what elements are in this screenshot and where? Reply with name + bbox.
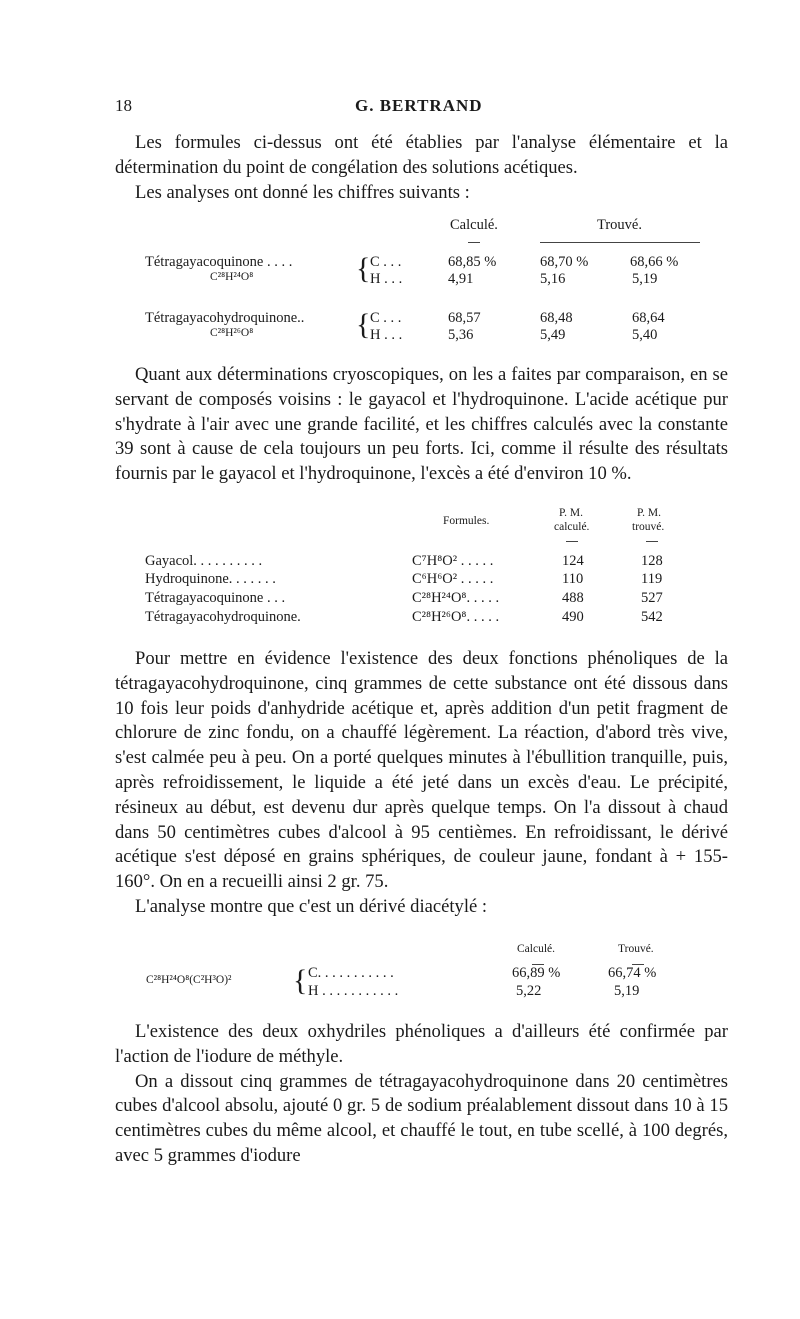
row-name: Gayacol. . . . . . . . . . <box>145 553 263 569</box>
row-formula: C⁷H⁸O² . . . . . <box>412 553 494 569</box>
row-name: Tétragayacohydroquinone. <box>145 609 301 625</box>
value-calc: 66,89 % <box>512 965 561 981</box>
value-pm-calc: 490 <box>562 609 584 625</box>
element-c: C. . . . . . . . . . . <box>308 965 394 981</box>
row-formula-tetragayacohydroquinone: C²⁸H²⁶O⁸ <box>210 327 254 339</box>
value-pm-trouve: 542 <box>641 609 663 625</box>
element-c: C . . . <box>370 310 402 326</box>
element-c: C . . . <box>370 254 402 270</box>
value-trouve-1: 68,70 % <box>540 254 589 270</box>
text-block-methylation <box>115 1020 728 1169</box>
row-name: Hydroquinone. . . . . . . <box>145 571 276 587</box>
value-calc: 68,85 % <box>448 254 497 270</box>
col-header-calcule: Calculé. <box>450 217 498 233</box>
brace: { <box>356 308 371 341</box>
paragraph-formulas-established: Les formules ci-dessus ont été établies par l'analyse élémentaire et la détermination du point de congélation des solutions acétiques. <box>115 132 728 178</box>
row-name-tetragayacohydroquinone: Tétragayacohydroquinone.. <box>145 310 305 326</box>
paragraph-oxhydriles: L'existence des deux oxhydriles phénoliques a d'ailleurs été confirmée par l'action de l'iodure de méthyle. <box>115 1021 728 1067</box>
text-block-phenolic <box>115 647 728 920</box>
element-h: H . . . . . . . . . . . <box>308 983 399 999</box>
derivative-formula: C²⁸H²⁴O⁸(C²H³O)² <box>146 974 232 986</box>
running-head-author: G. BERTRAND <box>355 96 483 115</box>
col-header-calcule: calculé. <box>554 521 590 533</box>
value-pm-trouve: 527 <box>641 590 663 606</box>
value-pm-trouve: 119 <box>641 571 663 587</box>
paragraph-diacetyl: L'analyse montre que c'est un dérivé diacétylé : <box>135 895 488 917</box>
row-formula: C²⁸H²⁶O⁸. . . . . <box>412 609 500 625</box>
paragraph-methylation: On a dissout cinq grammes de tétragayacohydroquinone dans 20 centimètres cubes d'alcool absolu, ajouté 0 gr. 5 de sodium préalablement dissout dans 10 à 15 centimètres cubes du même alcool, et chauffé le tout, en tube scellé, à 100 degrés, avec 5 grammes d'iodure <box>115 1070 728 1166</box>
value-trouve-1: 68,48 <box>540 310 573 326</box>
row-formula-tetragayacoquinone: C²⁸H²⁴O⁸ <box>210 271 254 283</box>
brace: { <box>356 252 371 285</box>
text-block-cryoscopy <box>115 363 728 487</box>
element-h: H . . . <box>370 327 403 343</box>
value-pm-calc: 488 <box>562 590 584 606</box>
col-header-trouve: Trouvé. <box>597 217 642 233</box>
paragraph-analyses-intro: Les analyses ont donné les chiffres suivants : <box>135 181 470 203</box>
element-h: H . . . <box>370 271 403 287</box>
page-number: 18 <box>115 96 132 115</box>
row-formula: C⁶H⁶O² . . . . . <box>412 571 494 587</box>
value-trouve-2: 5,19 <box>632 271 658 287</box>
value-calc: 4,91 <box>448 271 474 287</box>
value-trouve-2: 5,40 <box>632 327 658 343</box>
value-pm-calc: 110 <box>562 571 584 587</box>
text-block-intro <box>115 131 728 205</box>
value-trouve: 5,19 <box>614 983 640 999</box>
value-trouve: 66,74 % <box>608 965 657 981</box>
value-trouve-2: 68,66 % <box>630 254 679 270</box>
value-trouve-2: 68,64 <box>632 310 665 326</box>
col-header-calcule: Calculé. <box>517 943 555 955</box>
col-header-trouve: Trouvé. <box>618 943 654 955</box>
brace: { <box>293 964 308 997</box>
value-calc: 5,22 <box>516 983 542 999</box>
value-calc: 68,57 <box>448 310 481 326</box>
value-trouve-1: 5,16 <box>540 271 566 287</box>
paragraph-phenolic-functions: Pour mettre en évidence l'existence des deux fonctions phénoliques de la tétragayacohydroquinone, cinq grammes de cette substance ont été dissous dans 10 fois leur poids d'anhydride acétique et, après addition d'un petit fragment de chlorure de zinc fondu, on a chauffé légèrement. La réaction, d'abord très vive, s'est calmée peu à peu. On a porté quelques minutes à l'ébullition tranquille, puis, après refroidissement, le liquide a été jeté dans un excès d'eau. Le précipité, résineux au début, est devenu dur après quelque temps. On l'a dissout à chaud dans 50 centimètres cubes d'alcool à 95 centièmes. En refroidissant, le dérivé acétique s'est déposé en grains sphériques, de couleur jaune, fondant à + 155-160°. On en a recueilli ainsi 2 gr. 75. <box>115 648 728 893</box>
value-calc: 5,36 <box>448 327 474 343</box>
col-header-trouve: trouvé. <box>632 521 665 533</box>
col-header-pm-calc: P. M. <box>559 507 583 519</box>
col-header-pm-trouve: P. M. <box>637 507 661 519</box>
row-formula: C²⁸H²⁴O⁸. . . . . <box>412 590 500 606</box>
value-pm-trouve: 128 <box>641 553 663 569</box>
value-pm-calc: 124 <box>562 553 584 569</box>
row-name: Tétragayacoquinone . . . <box>145 590 286 606</box>
value-trouve-1: 5,49 <box>540 327 566 343</box>
col-header-formules: Formules. <box>443 515 490 527</box>
paragraph-cryoscopic: Quant aux déterminations cryoscopiques, on les a faites par comparaison, en se servant de composés voisins : le gayacol et l'hydroquinone. L'acide acétique pur s'hydrate à l'air avec une grande facilité, et les chiffres calculés avec la constante 39 sont à cause de cela toujours un peu forts. Ici, comme il résulte des résultats fournis par le gayacol et l'hydroquinone, l'excès a été d'environ 10 %. <box>115 364 728 485</box>
row-name-tetragayacoquinone: Tétragayacoquinone . . . . <box>145 254 293 270</box>
